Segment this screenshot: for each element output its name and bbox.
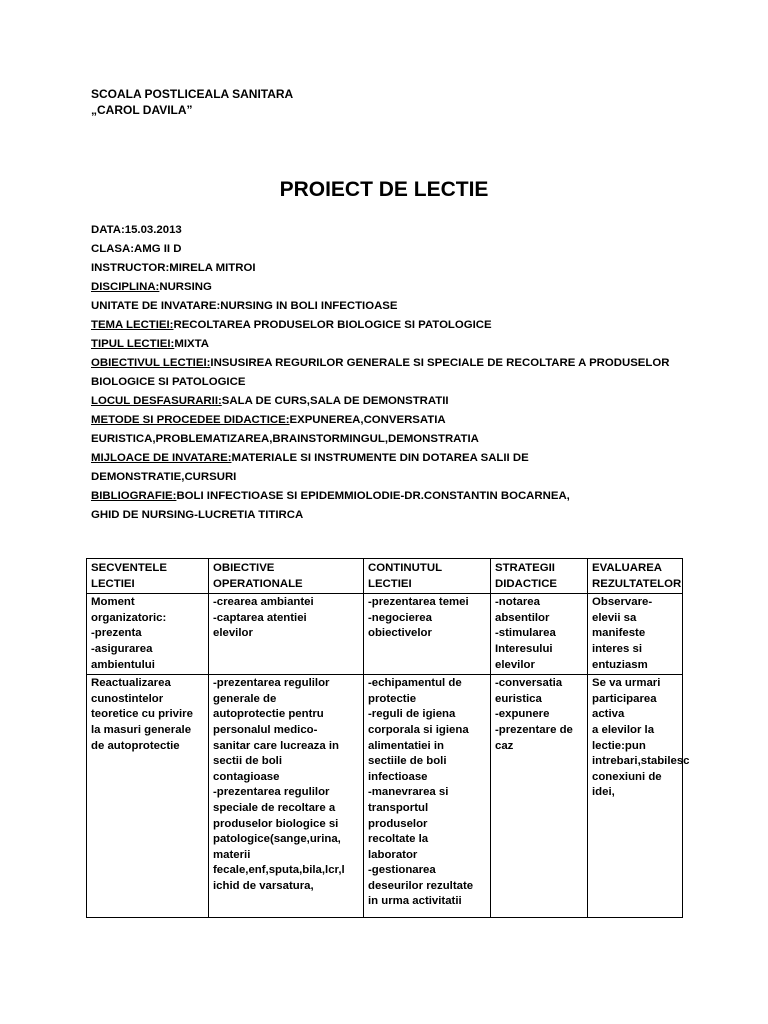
cell-text: lectie:pun	[592, 739, 646, 752]
cell-text: participarea activa	[592, 692, 657, 721]
meta-line	[91, 430, 691, 449]
header-text: OPERATIONALE	[213, 577, 303, 590]
cell-text: produselor	[368, 817, 428, 830]
meta-value: UNITATE DE INVATARE:NURSING IN BOLI INFECTIOASE	[91, 300, 398, 312]
meta-line	[91, 506, 691, 525]
cell-text: -reguli de igiena	[368, 708, 456, 721]
cell-text: speciale de recoltare a	[213, 801, 336, 814]
table-cell	[87, 675, 209, 918]
cell-text: ichid de varsatura,	[213, 879, 314, 892]
cell-text: caz	[495, 739, 514, 752]
cell-text: -echipamentul de	[368, 677, 462, 690]
meta-line	[91, 354, 691, 373]
meta-line	[91, 487, 691, 506]
cell-text: personalul medico-	[213, 723, 318, 736]
cell-text: contagioase	[213, 770, 280, 783]
meta-value: NURSING	[159, 281, 212, 293]
cell-text: -negocierea	[368, 611, 432, 624]
meta-value: EURISTICA,PROBLEMATIZAREA,BRAINSTORMINGUL,DEMONSTRATIA	[91, 433, 479, 445]
cell-text: ambientului	[91, 658, 155, 671]
cell-text: alimentatiei in	[368, 739, 444, 752]
header-text: EVALUAREA	[592, 562, 663, 574]
cell-text: -prezentare de	[495, 723, 573, 736]
cell-text: de autoprotectie	[91, 739, 180, 752]
meta-label: LOCUL DESFASURARII:	[91, 395, 222, 407]
cell-text: a elevilor la	[592, 723, 655, 736]
table-header-cell	[364, 559, 491, 594]
cell-text: sanitar care lucreaza in	[213, 739, 339, 752]
table-cell	[364, 675, 491, 918]
cell-text: fecale,enf,sputa,bila,lcr,l	[213, 864, 345, 877]
meta-line	[91, 240, 691, 259]
cell-text: obiectivelor	[368, 627, 432, 640]
cell-text: materii	[213, 848, 251, 861]
meta-value: DATA:15.03.2013	[91, 224, 182, 236]
table-cell	[364, 594, 491, 675]
cell-text: cunostintelor	[91, 692, 164, 705]
cell-text: deseurilor rezultate	[368, 879, 474, 892]
meta-line	[91, 392, 691, 411]
table-cell	[209, 594, 364, 675]
cell-text: protectie	[368, 692, 417, 705]
meta-value: CLASA:AMG II D	[91, 243, 182, 255]
meta-line	[91, 449, 691, 468]
cell-text: Observare-elevii sa	[592, 596, 653, 624]
meta-value: MATERIALE SI INSTRUMENTE DIN DOTAREA SALII DE	[231, 452, 529, 464]
cell-text: entuziasm	[592, 658, 648, 671]
cell-text: la masuri generale	[91, 723, 192, 736]
cell-text: -prezentarea temei	[368, 596, 469, 609]
table-header-cell	[87, 559, 209, 594]
cell-text: sectiile de boli	[368, 755, 447, 768]
meta-value: BOLI INFECTIOASE SI EPIDEMMIOLODIE-DR.CONSTANTIN BOCARNEA,	[176, 490, 570, 502]
lesson-metadata	[91, 221, 691, 525]
header-text: DIDACTICE	[495, 577, 558, 590]
cell-text: -prezentarea regulilor	[213, 786, 330, 799]
cell-text: generale de	[213, 692, 277, 705]
table-header-cell	[209, 559, 364, 594]
cell-text: -asigurarea	[91, 642, 153, 655]
meta-value: EXPUNEREA,CONVERSATIA	[289, 414, 446, 426]
meta-value: GHID DE NURSING-LUCRETIA TITIRCA	[91, 509, 304, 521]
cell-text: -crearea ambiantei	[213, 596, 314, 609]
meta-value: BIOLOGICE SI PATOLOGICE	[91, 376, 246, 388]
meta-label: OBIECTIVUL LECTIEI:	[91, 357, 211, 369]
cell-text: -conversatia	[495, 677, 563, 690]
meta-line	[91, 373, 691, 392]
cell-text: euristica	[495, 692, 542, 705]
meta-line	[91, 278, 691, 297]
cell-text: -manevrarea si	[368, 786, 449, 799]
page-title: PROIECT DE LECTIE	[279, 178, 489, 201]
meta-label: TEMA LECTIEI:	[91, 319, 174, 331]
cell-text: intrebari,stabilesc	[592, 755, 690, 768]
table-cell	[209, 675, 364, 918]
cell-text: produselor biologice si	[213, 817, 339, 830]
meta-line	[91, 259, 691, 278]
cell-text: infectioase	[368, 770, 428, 783]
table-cell	[588, 675, 690, 918]
cell-text: laborator	[368, 848, 418, 861]
cell-text: -gestionarea	[368, 864, 436, 877]
cell-text: -prezenta	[91, 627, 142, 640]
meta-line	[91, 221, 691, 240]
cell-text: patologice(sange,urina,	[213, 833, 341, 846]
cell-text: elevilor	[213, 627, 253, 640]
meta-label: METODE SI PROCEDEE DIDACTICE:	[91, 414, 290, 426]
table-body	[87, 594, 690, 918]
cell-text: sectii de boli	[213, 755, 282, 768]
header-text: CONTINUTUL	[368, 562, 443, 574]
cell-text: -expunere	[495, 708, 550, 721]
cell-text: Moment	[91, 596, 135, 609]
cell-text: absentilor	[495, 611, 550, 624]
meta-value: SALA DE CURS,SALA DE DEMONSTRATII	[221, 395, 449, 407]
cell-text: Interesului	[495, 642, 553, 655]
meta-value: MIXTA	[174, 338, 209, 350]
cell-text: in urma activitatii	[368, 895, 462, 908]
header-text: OBIECTIVE	[213, 562, 275, 574]
cell-text: Se va urmari	[592, 677, 661, 690]
cell-text: -notarea	[495, 596, 540, 609]
header-text: SECVENTELE	[91, 562, 167, 574]
table-row	[87, 594, 683, 675]
table-header-cell	[491, 559, 588, 594]
table-row	[87, 675, 683, 918]
header-text: STRATEGII	[495, 562, 555, 574]
meta-line	[91, 297, 691, 316]
cell-text: recoltate la	[368, 833, 429, 846]
lesson-table	[86, 558, 690, 918]
cell-text: autoprotectie pentru	[213, 708, 324, 721]
table-cell	[588, 594, 683, 675]
meta-value: INSTRUCTOR:MIRELA MITROI	[91, 262, 256, 274]
cell-text: corporala si igiena	[368, 723, 469, 736]
meta-value: RECOLTAREA PRODUSELOR BIOLOGICE SI PATOLOGICE	[173, 319, 492, 331]
meta-line	[91, 335, 691, 354]
meta-label: MIJLOACE DE INVATARE:	[91, 452, 232, 464]
cell-text: -stimularea	[495, 627, 556, 640]
cell-text: transportul	[368, 801, 429, 814]
table-cell	[491, 675, 588, 918]
table-cell	[491, 594, 588, 675]
table-cell	[87, 594, 209, 675]
meta-label: DISCIPLINA:	[91, 281, 160, 293]
cell-text: -captarea atentiei	[213, 611, 307, 624]
meta-value: INSUSIREA REGURILOR GENERALE SI SPECIALE DE RECOLTARE A PRODUSELOR	[210, 357, 670, 369]
meta-label: BIBLIOGRAFIE:	[91, 490, 177, 502]
table-header-cell	[588, 559, 683, 594]
school-name-line2: „CAROL DAVILA”	[91, 103, 193, 117]
cell-text: -prezentarea regulilor	[213, 677, 330, 690]
cell-text: teoretice cu privire	[91, 708, 193, 721]
school-name-line1: SCOALA POSTLICEALA SANITARA	[91, 87, 294, 101]
meta-label: TIPUL LECTIEI:	[91, 338, 175, 350]
cell-text: elevilor	[495, 658, 535, 671]
header-text: REZULTATELOR	[592, 577, 682, 590]
school-header	[91, 86, 293, 118]
cell-text: Reactualizarea	[91, 677, 171, 690]
meta-value: DEMONSTRATIE,CURSURI	[91, 471, 237, 483]
meta-line	[91, 468, 691, 487]
meta-line	[91, 411, 691, 430]
cell-text: manifeste interes si	[592, 627, 646, 655]
cell-text: organizatoric:	[91, 611, 167, 624]
cell-text: conexiuni de idei,	[592, 770, 662, 799]
header-text: LECTIEI	[368, 577, 412, 590]
meta-line	[91, 316, 691, 335]
table-header-row	[87, 559, 683, 594]
header-text: LECTIEI	[91, 577, 135, 590]
